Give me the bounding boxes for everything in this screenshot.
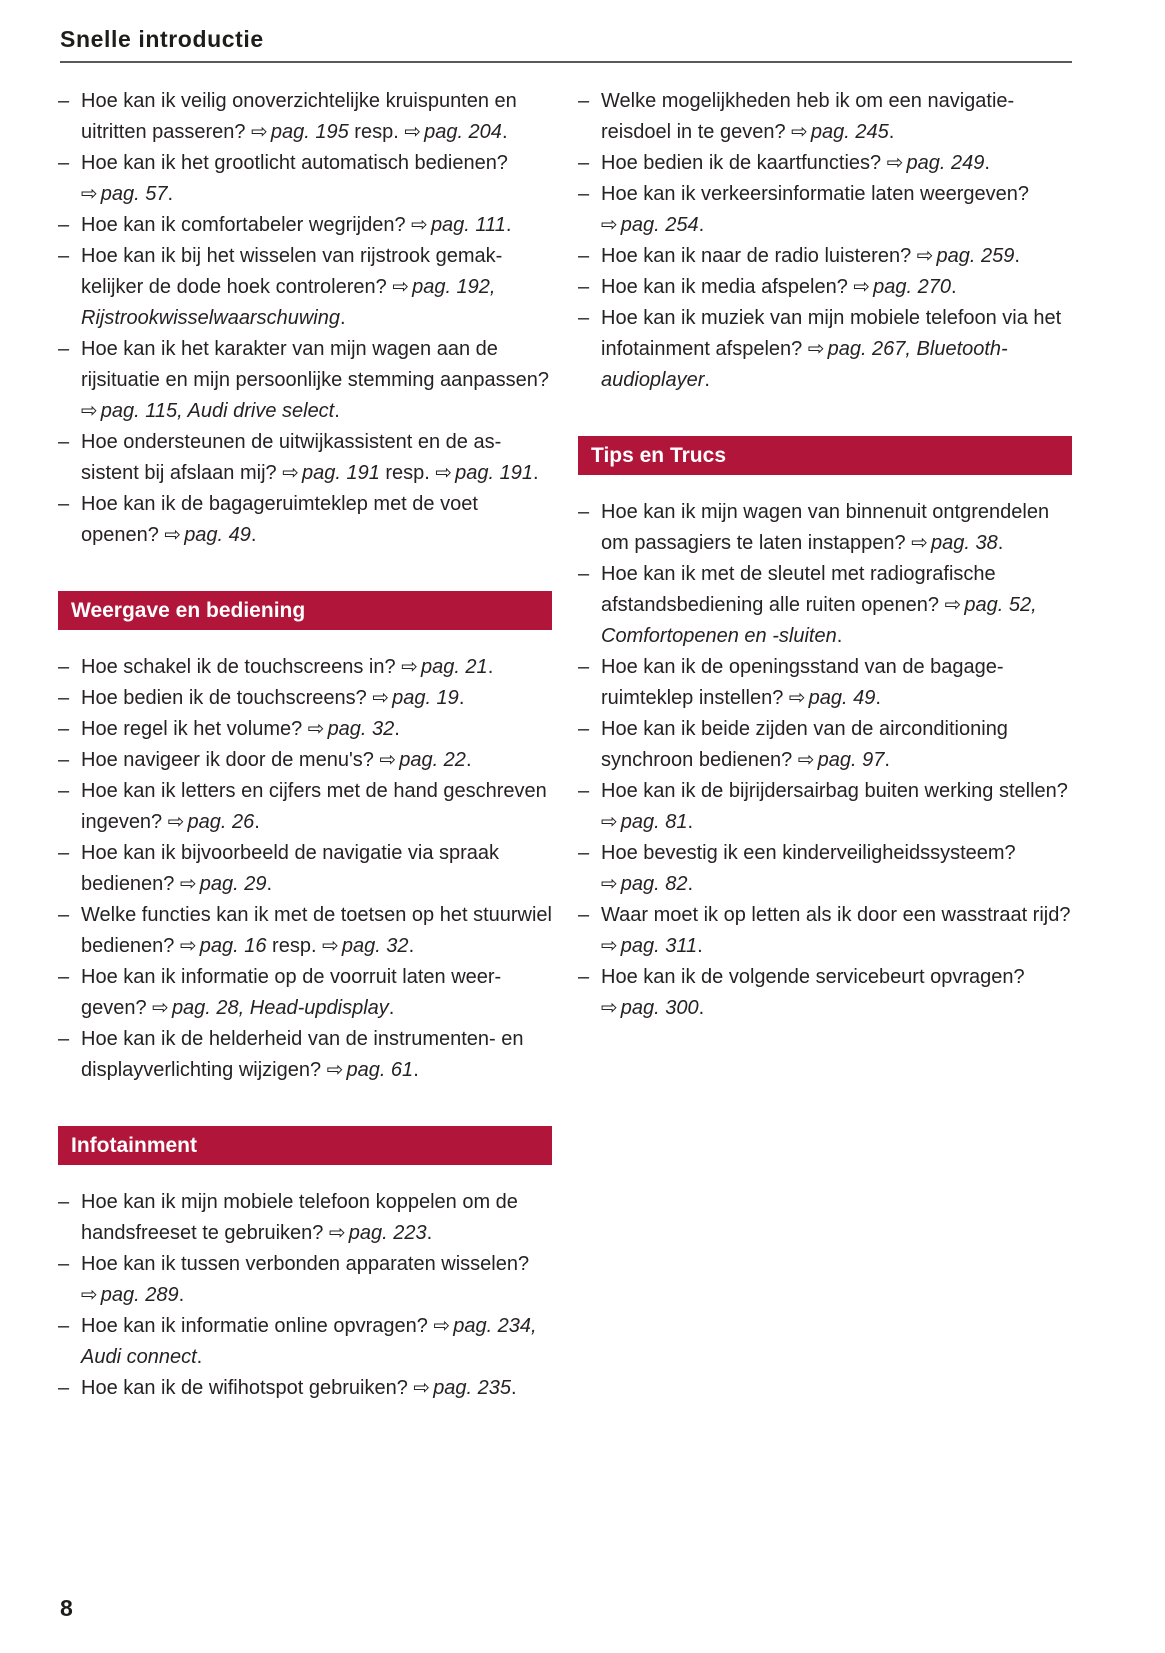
cross-ref-arrow-icon: ⇨ xyxy=(251,121,268,143)
page-reference: pag. 52, Comfortopenen en -sluiten xyxy=(601,594,1037,647)
question-text: . xyxy=(888,121,895,143)
cross-ref-arrow-icon: ⇨ xyxy=(81,1284,98,1306)
question-text: . xyxy=(408,935,415,957)
cross-ref-arrow-icon: ⇨ xyxy=(601,873,618,895)
question-text: . xyxy=(501,121,508,143)
question-text: Hoe ondersteunen de uitwijkassistent en de assistent bij afslaan mij? xyxy=(81,431,502,484)
page-reference: pag. 259 xyxy=(936,245,1015,267)
page-reference: pag. 32 xyxy=(341,935,409,957)
page-reference: pag. 61 xyxy=(346,1059,414,1081)
question-text: . xyxy=(394,718,400,740)
question-text: Hoe kan ik bijvoorbeeld de navigatie via spraak bedienen? xyxy=(81,842,500,895)
cross-ref-arrow-icon: ⇨ xyxy=(601,811,618,833)
list-item xyxy=(58,427,552,489)
page-reference: pag. 223 xyxy=(348,1222,427,1244)
page-reference: pag. 49 xyxy=(184,524,251,546)
question-text: . xyxy=(704,369,710,391)
page-reference: pag. 49 xyxy=(808,687,876,709)
question-text: . xyxy=(511,1377,517,1399)
question-text: Hoe navigeer ik door de menu's? xyxy=(81,749,380,771)
question-text: Hoe bedien ik de kaartfuncties? xyxy=(601,152,887,174)
question-text: Hoe kan ik bij het wisselen van rijstrook gemakkelijker de dode hoek controleren? xyxy=(81,245,503,298)
cross-ref-arrow-icon: ⇨ xyxy=(307,718,325,740)
cross-ref-arrow-icon: ⇨ xyxy=(81,400,98,422)
list-item xyxy=(578,652,1072,714)
question-text: Hoe kan ik beide zijden van de airconditioning synchroon bedienen? xyxy=(601,718,1008,771)
question-text: Hoe kan ik de bagageruimteklep met de voet openen? xyxy=(81,493,478,546)
page-reference: pag. 235 xyxy=(433,1377,512,1399)
page-reference: pag. 32 xyxy=(327,718,395,740)
list-item xyxy=(58,241,552,334)
page-reference: pag. 249 xyxy=(906,152,985,174)
page-reference: pag. 57 xyxy=(100,183,168,205)
list-item xyxy=(58,745,552,776)
question-text: . xyxy=(984,152,990,174)
page-reference: pag. 115, Audi drive select xyxy=(100,400,335,422)
list-item xyxy=(578,838,1072,900)
list-item xyxy=(578,241,1072,272)
question-list xyxy=(58,1187,552,1404)
list-item xyxy=(578,148,1072,179)
question-text: Hoe kan ik de openingsstand van de bagageruimteklep instellen? xyxy=(601,656,1004,709)
page-reference: pag. 270 xyxy=(873,276,951,298)
cross-ref-arrow-icon: ⇨ xyxy=(326,1059,344,1081)
right-column xyxy=(578,86,1072,1024)
list-item xyxy=(578,272,1072,303)
question-text: Hoe kan ik comfortabeler wegrijden? xyxy=(81,214,412,236)
question-text: Hoe kan ik naar de radio luisteren? xyxy=(601,245,917,267)
list-item xyxy=(578,86,1072,148)
cross-ref-arrow-icon: ⇨ xyxy=(282,462,299,484)
question-text: . xyxy=(698,997,705,1019)
question-text: . xyxy=(687,873,694,895)
question-text: Hoe kan ik mijn mobiele telefoon koppelen om de handsfreeset te gebruiken? xyxy=(81,1191,518,1244)
list-item xyxy=(58,714,552,745)
question-text: Hoe kan ik de volgende servicebeurt opvragen? xyxy=(601,966,1025,988)
question-text: Hoe kan ik het karakter van mijn wagen aan de rijsituatie en mijn persoonlijke stemming aanpassen? xyxy=(81,338,550,391)
question-text: Welke mogelijkheden heb ik om een navigatiereisdoel in te geven? xyxy=(601,90,1015,143)
page-reference: pag. 97 xyxy=(817,749,885,771)
list-item xyxy=(578,179,1072,241)
question-text: Hoe kan ik muziek van mijn mobiele telefoon via het infotainment afspelen? xyxy=(601,307,1062,360)
list-item xyxy=(578,303,1072,396)
cross-ref-arrow-icon: ⇨ xyxy=(411,214,428,236)
question-list xyxy=(58,652,552,1086)
question-text: Hoe kan ik de helderheid van de instrumenten- en displayverlichting wijzigen? xyxy=(81,1028,524,1081)
question-text: . xyxy=(836,625,843,647)
question-text: . xyxy=(426,1222,433,1244)
page-reference: pag. 204 xyxy=(424,121,502,143)
question-text: . xyxy=(388,997,395,1019)
list-item xyxy=(58,900,552,962)
question-text: . xyxy=(334,400,340,422)
question-text: resp. xyxy=(348,121,405,143)
list-item xyxy=(578,776,1072,838)
section-header: Infotainment xyxy=(58,1126,552,1165)
page-reference: pag. 26 xyxy=(187,811,255,833)
list-item xyxy=(58,489,552,551)
question-text: . xyxy=(250,524,257,546)
page-reference: pag. 28, Head-updisplay xyxy=(171,997,389,1019)
cross-ref-arrow-icon: ⇨ xyxy=(167,811,185,833)
question-text: Hoe bedien ik de touchscreens? xyxy=(81,687,373,709)
question-text: Waar moet ik op letten als ik door een wasstraat rijd? xyxy=(601,904,1071,926)
list-item xyxy=(58,683,552,714)
list-item xyxy=(58,1373,552,1404)
cross-ref-arrow-icon: ⇨ xyxy=(601,997,618,1019)
cross-ref-arrow-icon: ⇨ xyxy=(179,935,197,957)
section-header: Tips en Trucs xyxy=(578,436,1072,475)
cross-ref-arrow-icon: ⇨ xyxy=(179,873,197,895)
page-reference: pag. 191 xyxy=(301,462,380,484)
question-text: Hoe kan ik mijn wagen van binnenuit ontgrendelen om passagiers te laten instappen? xyxy=(601,501,1050,554)
question-text: . xyxy=(167,183,174,205)
cross-ref-arrow-icon: ⇨ xyxy=(81,183,98,205)
list-item xyxy=(58,1024,552,1086)
page-reference: pag. 19 xyxy=(392,687,459,709)
page-reference: pag. 16 xyxy=(199,935,267,957)
cross-ref-arrow-icon: ⇨ xyxy=(601,214,618,236)
list-item xyxy=(58,962,552,1024)
question-text: . xyxy=(465,749,472,771)
list-item xyxy=(58,776,552,838)
question-text: . xyxy=(339,307,346,329)
page-reference: pag. 192, Rijstrookwisselwaarschuwing xyxy=(81,276,496,329)
cross-ref-arrow-icon: ⇨ xyxy=(435,462,453,484)
list-item xyxy=(58,1311,552,1373)
list-item xyxy=(58,210,552,241)
question-text: . xyxy=(697,935,703,957)
page-reference: pag. 195 xyxy=(270,121,349,143)
question-list xyxy=(578,86,1072,396)
page-reference: pag. 191 xyxy=(455,462,534,484)
cross-ref-arrow-icon: ⇨ xyxy=(322,935,339,957)
question-text: . xyxy=(196,1346,203,1368)
cross-ref-arrow-icon: ⇨ xyxy=(372,687,390,709)
question-text: . xyxy=(533,462,539,484)
question-text: Hoe regel ik het volume? xyxy=(81,718,308,740)
list-item xyxy=(58,334,552,427)
page-reference: pag. 111 xyxy=(430,214,506,236)
page-reference: pag. 22 xyxy=(399,749,466,771)
question-text: . xyxy=(687,811,694,833)
page-number: 8 xyxy=(60,1595,73,1621)
question-text: . xyxy=(178,1284,185,1306)
page-reference: pag. 267, Bluetooth-audioplayer xyxy=(601,338,1008,391)
cross-ref-arrow-icon: ⇨ xyxy=(152,997,169,1019)
question-text: Hoe schakel ik de touchscreens in? xyxy=(81,656,402,678)
cross-ref-arrow-icon: ⇨ xyxy=(916,245,934,267)
question-text: Hoe kan ik het grootlicht automatisch bedienen? xyxy=(81,152,508,174)
question-text: . xyxy=(951,276,957,298)
page-reference: pag. 234, Audi connect xyxy=(81,1315,537,1368)
question-text: Hoe kan ik informatie online opvragen? xyxy=(81,1315,434,1337)
cross-ref-arrow-icon: ⇨ xyxy=(433,1315,451,1337)
cross-ref-arrow-icon: ⇨ xyxy=(797,749,815,771)
question-text: Hoe kan ik de bijrijdersairbag buiten werking stellen? xyxy=(601,780,1068,802)
page-reference: pag. 38 xyxy=(930,532,998,554)
cross-ref-arrow-icon: ⇨ xyxy=(944,594,962,616)
question-text: . xyxy=(1014,245,1020,267)
page-reference: pag. 245 xyxy=(810,121,889,143)
list-item xyxy=(578,497,1072,559)
page-reference: pag. 311 xyxy=(620,935,698,957)
question-text: Hoe kan ik veilig onoverzichtelijke kruispunten en uitritten passeren? xyxy=(81,90,517,143)
list-item xyxy=(58,1187,552,1249)
cross-ref-arrow-icon: ⇨ xyxy=(392,276,410,298)
cross-ref-arrow-icon: ⇨ xyxy=(404,121,422,143)
question-list xyxy=(58,86,552,551)
list-item xyxy=(578,900,1072,962)
question-text: Hoe kan ik tussen verbonden apparaten wisselen? xyxy=(81,1253,530,1275)
cross-ref-arrow-icon: ⇨ xyxy=(886,152,904,174)
question-text: Hoe kan ik letters en cijfers met de hand geschreven ingeven? xyxy=(81,780,547,833)
question-text: . xyxy=(458,687,465,709)
cross-ref-arrow-icon: ⇨ xyxy=(807,338,825,360)
cross-ref-arrow-icon: ⇨ xyxy=(164,524,182,546)
question-text: . xyxy=(254,811,260,833)
page-reference: pag. 82 xyxy=(620,873,688,895)
page-reference: pag. 21 xyxy=(420,656,488,678)
question-text: Hoe bevestig ik een kinderveiligheidssysteem? xyxy=(601,842,1016,864)
list-item xyxy=(58,652,552,683)
page-reference: pag. 29 xyxy=(199,873,267,895)
page-reference: pag. 81 xyxy=(620,811,688,833)
section-header: Weergave en bediening xyxy=(58,591,552,630)
page-reference: pag. 289 xyxy=(100,1284,179,1306)
question-text: . xyxy=(884,749,890,771)
page-reference: pag. 254 xyxy=(620,214,699,236)
question-list xyxy=(578,497,1072,1024)
page-title: Snelle introductie xyxy=(60,26,264,52)
question-text: . xyxy=(505,214,512,236)
header-divider xyxy=(60,61,1072,63)
list-item xyxy=(58,86,552,148)
question-text: Hoe kan ik informatie op de voorruit laten weergeven? xyxy=(81,966,502,1019)
question-text: . xyxy=(413,1059,419,1081)
question-text: Hoe kan ik media afspelen? xyxy=(601,276,854,298)
cross-ref-arrow-icon: ⇨ xyxy=(379,749,397,771)
cross-ref-arrow-icon: ⇨ xyxy=(413,1377,431,1399)
question-text: resp. xyxy=(266,935,323,957)
left-column xyxy=(58,86,552,1404)
page-reference: pag. 300 xyxy=(620,997,699,1019)
cross-ref-arrow-icon: ⇨ xyxy=(788,687,806,709)
question-text: . xyxy=(997,532,1004,554)
question-text: . xyxy=(875,687,881,709)
question-text: Hoe kan ik verkeersinformatie laten weergeven? xyxy=(601,183,1029,205)
question-text: Hoe kan ik de wifihotspot gebruiken? xyxy=(81,1377,414,1399)
question-text: Hoe kan ik met de sleutel met radiografische afstandsbediening alle ruiten openen? xyxy=(601,563,996,616)
list-item xyxy=(578,559,1072,652)
list-item xyxy=(58,838,552,900)
question-text: . xyxy=(487,656,494,678)
content-area xyxy=(58,86,1072,1404)
list-item xyxy=(578,714,1072,776)
cross-ref-arrow-icon: ⇨ xyxy=(401,656,418,678)
question-text: . xyxy=(698,214,705,236)
cross-ref-arrow-icon: ⇨ xyxy=(853,276,871,298)
list-item xyxy=(58,148,552,210)
question-text: . xyxy=(266,873,273,895)
question-text: Welke functies kan ik met de toetsen op het stuurwiel bedienen? xyxy=(81,904,552,957)
cross-ref-arrow-icon: ⇨ xyxy=(601,935,618,957)
list-item xyxy=(578,962,1072,1024)
list-item xyxy=(58,1249,552,1311)
question-text: resp. xyxy=(379,462,436,484)
cross-ref-arrow-icon: ⇨ xyxy=(328,1222,346,1244)
cross-ref-arrow-icon: ⇨ xyxy=(911,532,928,554)
cross-ref-arrow-icon: ⇨ xyxy=(791,121,808,143)
page-header xyxy=(60,26,1072,63)
